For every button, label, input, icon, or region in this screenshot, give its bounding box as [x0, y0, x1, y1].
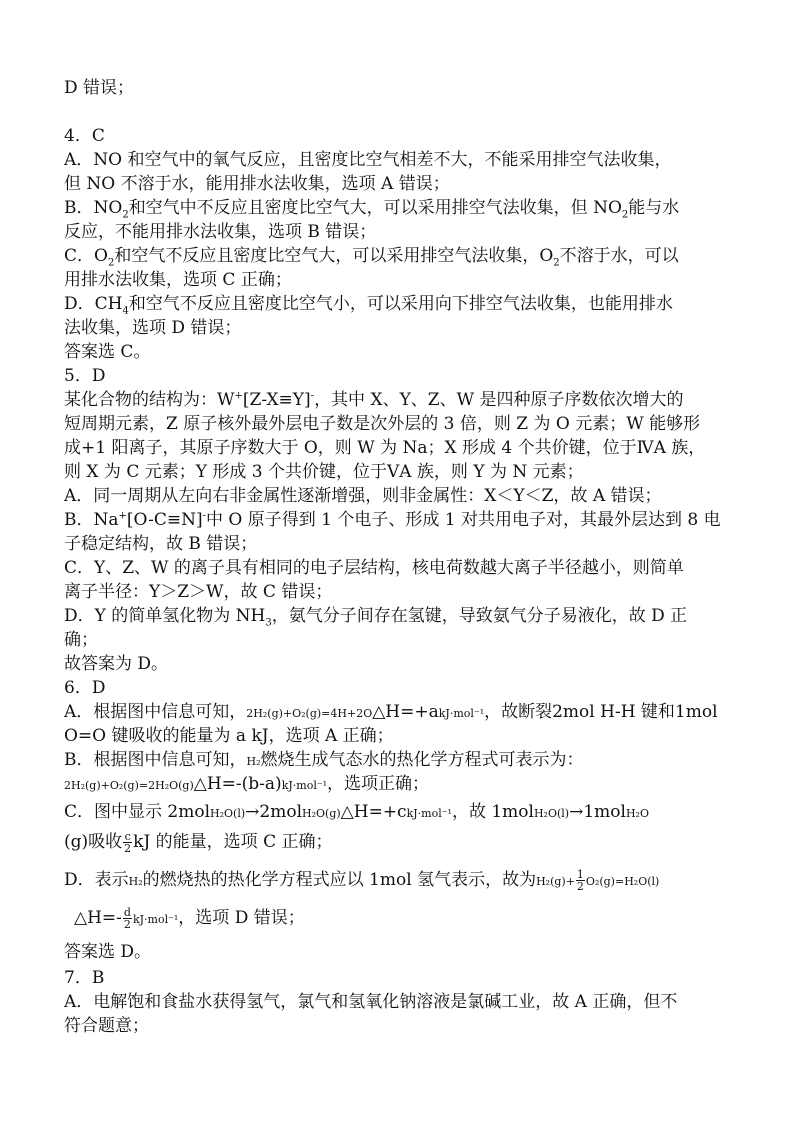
text: ，选项正确；	[327, 774, 430, 794]
equation: H₂(g)+	[536, 875, 575, 888]
subscript: 4	[122, 305, 129, 317]
line-27: O=O 键吸收的能量为 a kJ，选项 A 正确；	[64, 726, 394, 746]
line-37: 符合题意；	[64, 1016, 149, 1036]
text: ，选项 D 错误；	[178, 908, 305, 928]
text: A．根据图中信息可知，	[64, 702, 247, 722]
line-14: 短周期元素，Z 原子核外最外层电子数是次外层的 3 倍，则 Z 为 O 元素；W 能够形	[64, 414, 701, 434]
line-06: 反应，不能用排水法收集，选项 B 错误；	[64, 222, 377, 242]
line-13	[64, 388, 683, 414]
line-24: 故答案为 D。	[64, 654, 169, 674]
q6-heading: 6．D	[64, 678, 106, 698]
text: △H=+a	[372, 702, 439, 722]
formula: H₂O(l)	[210, 807, 246, 820]
line-16: 则 X 为 C 元素；Y 形成 3 个共价键，位于ⅤA 族，则 Y 为 N 元素；	[64, 462, 584, 482]
formula: H₂	[128, 875, 143, 888]
text: (g)吸收	[64, 832, 123, 852]
text: ，故 1mol	[451, 802, 534, 822]
line-36: A．电解饱和食盐水获得氢气，氯气和氢氧化钠溶液是氯碱工业，故 A 正确，但不	[64, 992, 678, 1012]
unit: kJ·mol⁻¹	[132, 913, 179, 926]
equation: 2H₂(g)+O₂(g)=2H₂O(g)	[64, 779, 194, 792]
numerator: 1	[576, 868, 584, 881]
denominator: 2	[576, 880, 584, 893]
text: 某化合物的结构为：W	[64, 390, 235, 410]
line-32	[64, 868, 659, 895]
formula: H₂O(g)	[302, 807, 341, 820]
line-05	[64, 196, 679, 222]
formula: H₂	[246, 755, 261, 768]
text: D．Y 的简单氢化物为 NH	[64, 606, 266, 626]
text: ，故断裂2mol H-H 键和1mol	[484, 702, 718, 722]
superscript: +	[118, 510, 127, 522]
formula: H₂O(l)	[533, 807, 570, 820]
text: B．NO	[64, 198, 123, 218]
text: B．根据图中信息可知，	[64, 750, 247, 770]
denominator: 2	[123, 918, 131, 931]
formula: H₂O	[625, 807, 649, 820]
line-08: 用排水法收集，选项 C 正确；	[64, 270, 292, 290]
text: C．O	[64, 246, 108, 266]
superscript: -	[202, 510, 206, 522]
text: 中 O 原子得到 1 个电子、形成 1 对共用电子对，其最外层达到 8 电	[206, 510, 721, 530]
superscript: +	[234, 390, 243, 402]
line-30	[64, 800, 649, 827]
q5-heading: 5．D	[64, 366, 106, 386]
equation: O₂(g)=H₂O(l)	[585, 875, 660, 888]
text: C．图中显示 2mol	[64, 802, 211, 822]
text: D．CH	[64, 294, 123, 314]
line-26	[64, 700, 718, 727]
text: →1mol	[569, 802, 626, 822]
text: 能与水	[628, 198, 680, 218]
line-17: A．同一周期从左向右非金属性逐渐增强，则非金属性：X＜Y＜Z，故 A 错误；	[64, 486, 662, 506]
line-15: 成+1 阳离子，其原子序数大于 O，则 W 为 Na；X 形成 4 个共价键，位于ⅣA 族，	[64, 438, 706, 458]
line-33	[74, 906, 305, 933]
subscript: 2	[107, 257, 115, 269]
line-09	[64, 292, 673, 318]
text: 燃烧生成气态水的热化学方程式可表示为：	[260, 750, 584, 770]
text: △H=-(b-a)	[193, 774, 282, 794]
text: 和空气不反应且密度比空气大，可以采用排空气法收集，O	[114, 246, 554, 266]
q4-heading: 4．C	[64, 126, 105, 146]
subscript: 2	[621, 209, 629, 221]
line-04: 但 NO 不溶于水，能用排水法收集，选项 A 错误；	[64, 174, 450, 194]
line-01: D 错误；	[64, 78, 135, 98]
q7-heading: 7．B	[64, 968, 105, 988]
unit: kJ·mol⁻¹	[281, 779, 328, 792]
equation: 2H₂(g)+O₂(g)=4H+2O	[246, 707, 373, 720]
text: kJ 的能量，选项 C 正确；	[133, 832, 333, 852]
text: D．表示	[64, 870, 129, 890]
line-07	[64, 244, 679, 270]
subscript: 3	[265, 617, 272, 629]
numerator: d	[123, 906, 131, 919]
text: ，其中 X、Y、Z、W 是四种原子序数依次增大的	[314, 390, 684, 410]
text: △H=-	[74, 908, 122, 928]
line-34: 答案选 D。	[64, 942, 152, 962]
line-29	[64, 772, 429, 799]
line-22	[64, 604, 687, 630]
subscript: 2	[553, 257, 560, 269]
superscript: -	[310, 390, 315, 402]
text: 不溶于水，可以	[559, 246, 679, 266]
text: →2mol	[245, 802, 303, 822]
text: ，氨气分子间存在氢键，导致氨气分子易液化，故 D 正	[271, 606, 688, 626]
line-21: 离子半径：Y＞Z＞W，故 C 错误；	[64, 582, 333, 602]
fraction	[576, 869, 585, 892]
fraction	[123, 831, 132, 854]
unit: kJ·mol⁻¹	[406, 807, 452, 820]
line-03: A．NO 和空气中的氧气反应，且密度比空气相差不大，不能采用排空气法收集，	[64, 150, 672, 170]
text: [Z-X≡Y]	[242, 390, 311, 410]
text: 和空气中不反应且密度比空气大，可以采用排空气法收集，但 NO	[128, 198, 622, 218]
text: △H=+c	[340, 802, 407, 822]
text: B．Na	[64, 510, 119, 530]
line-18	[64, 508, 721, 534]
text: 的燃烧热的热化学方程式应以 1mol 氢气表示，故为	[142, 870, 537, 890]
line-28	[64, 748, 584, 775]
unit: kJ·mol⁻¹	[438, 707, 485, 720]
fraction	[123, 907, 132, 930]
line-31	[64, 830, 333, 856]
line-23: 确；	[64, 630, 98, 650]
line-20: C．Y、Z、W 的离子具有相同的电子层结构，核电荷数越大离子半径越小，则简单	[64, 558, 684, 578]
numerator: c	[124, 830, 131, 843]
subscript: 2	[122, 209, 129, 221]
line-10: 法收集，选项 D 错误；	[64, 318, 242, 338]
text: 和空气不反应且密度比空气小，可以采用向下排空气法收集，也能用排水	[128, 294, 673, 314]
line-19: 子稳定结构，故 B 错误；	[64, 534, 258, 554]
denominator: 2	[124, 842, 132, 855]
text: [O-C≡N]	[126, 510, 203, 530]
line-11: 答案选 C。	[64, 342, 151, 362]
